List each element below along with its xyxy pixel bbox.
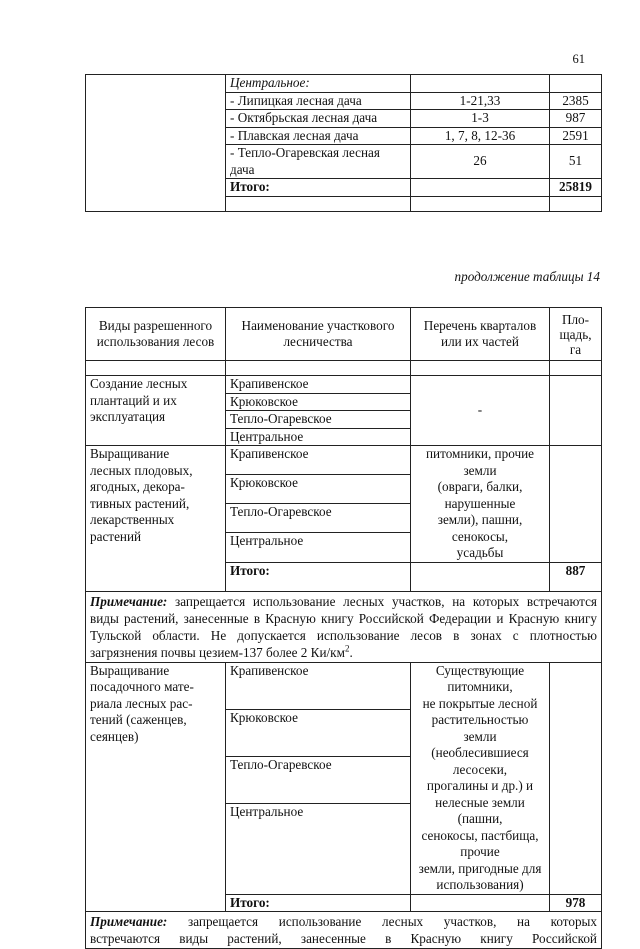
- top-table: [85, 74, 602, 212]
- forestry-cell: Центральное: [226, 803, 411, 894]
- header-col-type: Виды разрешенного использования лесов: [86, 308, 226, 361]
- total-value: 978: [550, 894, 602, 912]
- forestry-cell: Крюковское: [226, 709, 411, 756]
- forestry-cell: Центральное: [226, 428, 411, 446]
- total-value: 25819: [550, 179, 602, 197]
- header-col-forestry: Наименование участкового лесничества: [226, 308, 411, 361]
- table-row-area: 987: [550, 110, 602, 128]
- area-cell: [550, 662, 602, 894]
- continuation-caption: продолжение таблицы 14: [454, 269, 600, 284]
- header-col-quarters: Перечень кварталов или их частей: [411, 308, 550, 361]
- quarters-cell: -: [411, 376, 550, 446]
- table-row-quarters: 1-21,33: [411, 92, 550, 110]
- note-label: Примечание:: [90, 593, 168, 609]
- forestry-cell: Крапивенское: [226, 376, 411, 394]
- table-row-area: 51: [550, 145, 602, 179]
- total-value: 887: [550, 562, 602, 591]
- forestry-cell: Тепло-Огаревское: [226, 756, 411, 803]
- forestry-cell: Тепло-Огаревское: [226, 411, 411, 429]
- total-label: Итого:: [226, 894, 411, 912]
- note-text: встречаются виды растений, занесенные в Красную книгу Российской: [90, 931, 597, 946]
- page-number: 61: [572, 52, 585, 66]
- forestry-cell: Крюковское: [226, 393, 411, 411]
- table-row-name: - Тепло-Огаревская лесная дача: [226, 145, 411, 179]
- forestry-cell: Центральное: [226, 533, 411, 562]
- total-label: Итого:: [226, 179, 411, 197]
- table-row-name: - Липицкая лесная дача: [226, 92, 411, 110]
- forestry-cell: Крапивенское: [226, 662, 411, 709]
- note-text: запрещается использование лесных участков, на которых встречаются виды растений, занесенные в Красную книгу Российской Федерации и Красную книгу Тульской области. Не допускается использование лесов в зонах с плотностью загрязнения почвы цезием-137 более 2 Ки/км: [90, 593, 597, 660]
- usage-type-cell: Выращивание посадочного мате- риала лесных рас- тений (саженцев, сеянцев): [86, 662, 226, 912]
- usage-type-cell: Выращивание лесных плодовых, ягодных, декора- тивных растений, лекарственных растений: [86, 446, 226, 592]
- top-table-section-header: Центральное:: [226, 75, 411, 93]
- total-label: Итого:: [226, 562, 411, 591]
- forestry-cell: Тепло-Огаревское: [226, 504, 411, 533]
- table-row-area: 2591: [550, 127, 602, 145]
- note-2: [86, 912, 602, 949]
- quarters-cell: питомники, прочие земли (овраги, балки, нарушенные земли), пашни, сенокосы, усадьбы: [411, 446, 550, 563]
- forestry-cell: Крюковское: [226, 475, 411, 504]
- forestry-cell: Крапивенское: [226, 446, 411, 475]
- area-cell: [550, 376, 602, 446]
- note-text: запрещается использование лесных участков, на которых: [167, 914, 597, 929]
- table-row-name: - Плавская лесная дача: [226, 127, 411, 145]
- table-row-name: - Октябрьская лесная дача: [226, 110, 411, 128]
- table-row-quarters: 1-3: [411, 110, 550, 128]
- table-row-quarters: 1, 7, 8, 12-36: [411, 127, 550, 145]
- top-table-empty-cell: [86, 75, 226, 212]
- area-cell: [550, 446, 602, 563]
- table-row-quarters: 26: [411, 145, 550, 179]
- main-table: [85, 307, 602, 949]
- quarters-cell: Существующие питомники, не покрытые лесной растительностью земли (необлесившиеся лесосеки, прогалины и др.) и нелесные земли (пашни, сенокосы, пастбища, прочие земли, пригодные для использования): [411, 662, 550, 894]
- table-row-area: 2385: [550, 92, 602, 110]
- note-label: Примечание:: [90, 914, 168, 929]
- header-col-area: Пло-щадь, га: [550, 308, 602, 361]
- usage-type-cell: Создание лесных плантаций и их эксплуатация: [86, 376, 226, 446]
- note-1: Примечание: запрещается использование лесных участков, на которых встречаются виды растений, занесенные в Красную книгу Российской Федерации и Красную книгу Тульской области. Не допускается использование лесов в зонах с плотностью загрязнения почвы цезием-137 более 2 $Ки/км^2$.: [86, 591, 602, 662]
- header-row: [86, 308, 602, 361]
